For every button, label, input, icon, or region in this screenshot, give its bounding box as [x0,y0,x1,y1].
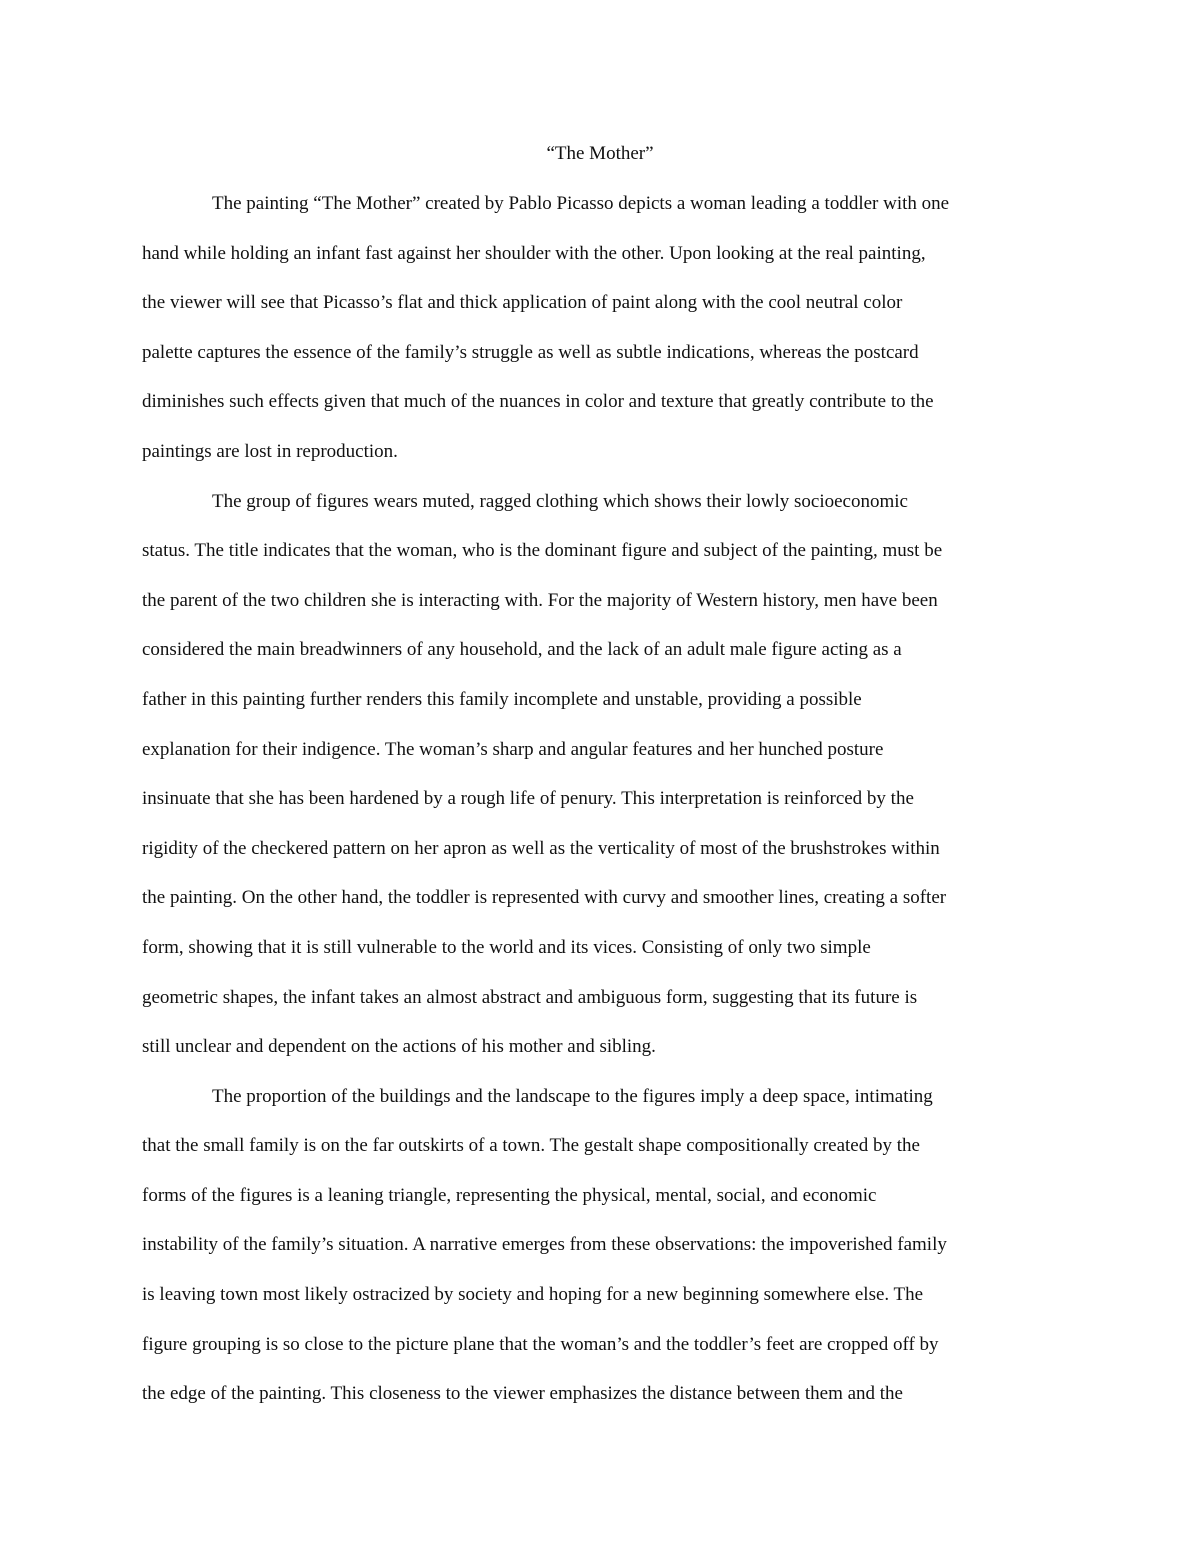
text-line: forms of the figures is a leaning triangle, representing the physical, mental, social, and economic [142,1184,877,1206]
text-line: explanation for their indigence. The woman’s sharp and angular features and her hunched posture [142,738,884,760]
text-line: The proportion of the buildings and the landscape to the figures imply a deep space, intimating [212,1085,933,1107]
text-line: figure grouping is so close to the picture plane that the woman’s and the toddler’s feet are cropped off by [142,1333,939,1355]
text-line: status. The title indicates that the woman, who is the dominant figure and subject of the painting, must be [142,540,943,562]
text-line: paintings are lost in reproduction. [142,440,398,462]
text-line: father in this painting further renders this family incomplete and unstable, providing a possible [142,688,862,710]
text-line: is leaving town most likely ostracized by society and hoping for a new beginning somewhere else. The [142,1284,924,1306]
document-body [142,192,1072,1432]
text-line: form, showing that it is still vulnerable to the world and its vices. Consisting of only two simple [142,936,871,958]
text-line: still unclear and dependent on the actions of his mother and sibling. [142,1036,656,1058]
text-line: considered the main breadwinners of any household, and the lack of an adult male figure acting as a [142,639,902,661]
text-line: The painting “The Mother” created by Pablo Picasso depicts a woman leading a toddler with one [212,193,950,214]
text-line: instability of the family’s situation. A narrative emerges from these observations: the impoverished family [142,1234,947,1256]
text-line: the parent of the two children she is interacting with. For the majority of Western history, men have been [142,589,938,611]
text-line: insinuate that she has been hardened by a rough life of penury. This interpretation is reinforced by the [142,788,914,810]
document-title: “The Mother” [546,143,654,164]
text-line: the edge of the painting. This closeness to the viewer emphasizes the distance between them and the [142,1383,903,1405]
text-line: palette captures the essence of the family’s struggle as well as subtle indications, whereas the postcard [142,341,919,363]
text-line: rigidity of the checkered pattern on her apron as well as the verticality of most of the brushstrokes within [142,837,940,859]
text-line: the painting. On the other hand, the toddler is represented with curvy and smoother lines, creating a softer [142,887,947,909]
text-line: the viewer will see that Picasso’s flat and thick application of paint along with the cool neutral color [142,292,903,314]
text-line: that the small family is on the far outskirts of a town. The gestalt shape compositionally created by the [142,1135,920,1157]
text-line: geometric shapes, the infant takes an almost abstract and ambiguous form, suggesting that its future is [142,986,918,1008]
text-line: diminishes such effects given that much of the nuances in color and texture that greatly contribute to the [142,391,934,413]
text-line: The group of figures wears muted, ragged clothing which shows their lowly socioeconomic [212,490,908,512]
text-line: hand while holding an infant fast against her shoulder with the other. Upon looking at the real painting, [142,242,926,264]
